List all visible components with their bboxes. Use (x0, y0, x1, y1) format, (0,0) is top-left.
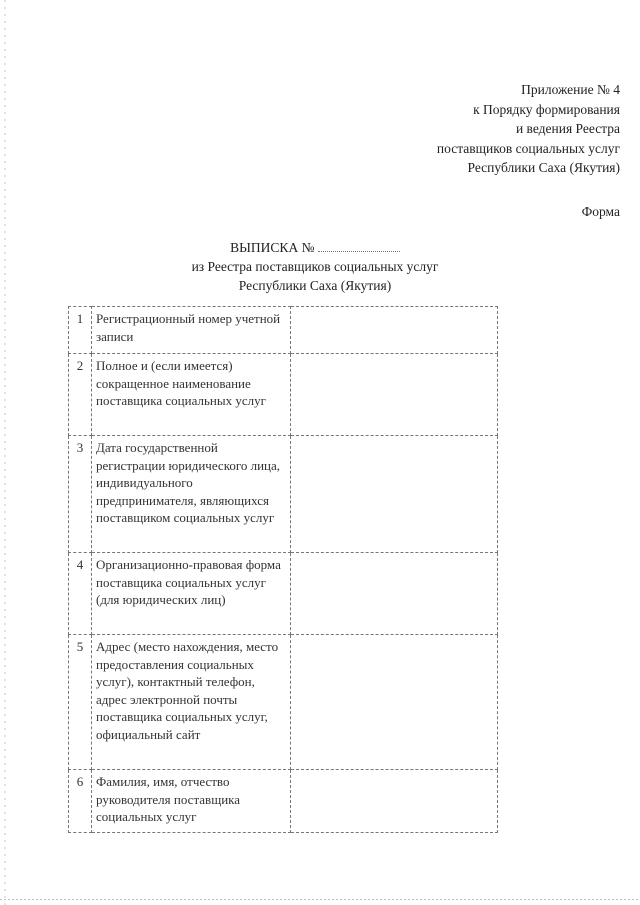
table-row (69, 307, 498, 354)
row-number: 5 (69, 635, 92, 770)
row-value (291, 635, 498, 770)
extract-table (68, 306, 498, 833)
scan-bottom-edge (0, 899, 640, 900)
appendix-line: и ведения Реестра (515, 121, 620, 136)
row-value (291, 770, 498, 833)
table-row (69, 436, 498, 553)
row-number: 1 (69, 307, 92, 354)
title-heading-line (150, 238, 480, 257)
appendix-line: к Порядку формирования (473, 101, 620, 117)
row-label: Дата государственной регистрации юридического лица, индивидуального предпринимателя, являющихся поставщиком социальных услуг (92, 436, 291, 553)
table-row (69, 354, 498, 436)
appendix-line: Приложение № 4 (521, 82, 620, 97)
row-label: Организационно-правовая форма поставщика социальных услуг (для юридических лиц) (92, 553, 291, 635)
table-row (69, 635, 498, 770)
number-blank-field (318, 239, 400, 252)
appendix-line: Республики Саха (Якутия) (467, 160, 620, 175)
row-number: 4 (69, 553, 92, 635)
row-value (291, 307, 498, 354)
appendix-note (437, 80, 620, 178)
document-title (150, 238, 480, 295)
row-label: Адрес (место нахождения, место предоставления социальных услуг), контактный телефон, адрес электронной почты поставщика социальных услуг, официальный сайт (92, 635, 291, 770)
title-heading: ВЫПИСКА № (230, 240, 315, 255)
row-value (291, 436, 498, 553)
table-row (69, 553, 498, 635)
scan-left-edge (4, 0, 6, 905)
row-label: Полное и (если имеется) сокращенное наименование поставщика социальных услуг (92, 354, 291, 436)
form-label: Форма (581, 204, 620, 219)
row-number: 6 (69, 770, 92, 833)
row-value (291, 553, 498, 635)
title-subheading: из Реестра поставщиков социальных услуг (191, 259, 439, 274)
row-number: 3 (69, 436, 92, 553)
table-row (69, 770, 498, 833)
row-value (291, 354, 498, 436)
title-region: Республики Саха (Якутия) (238, 278, 392, 293)
appendix-line: поставщиков социальных услуг (436, 140, 620, 156)
row-label: Регистрационный номер учетной записи (92, 307, 291, 354)
row-number: 2 (69, 354, 92, 436)
row-label: Фамилия, имя, отчество руководителя поставщика социальных услуг (92, 770, 291, 833)
